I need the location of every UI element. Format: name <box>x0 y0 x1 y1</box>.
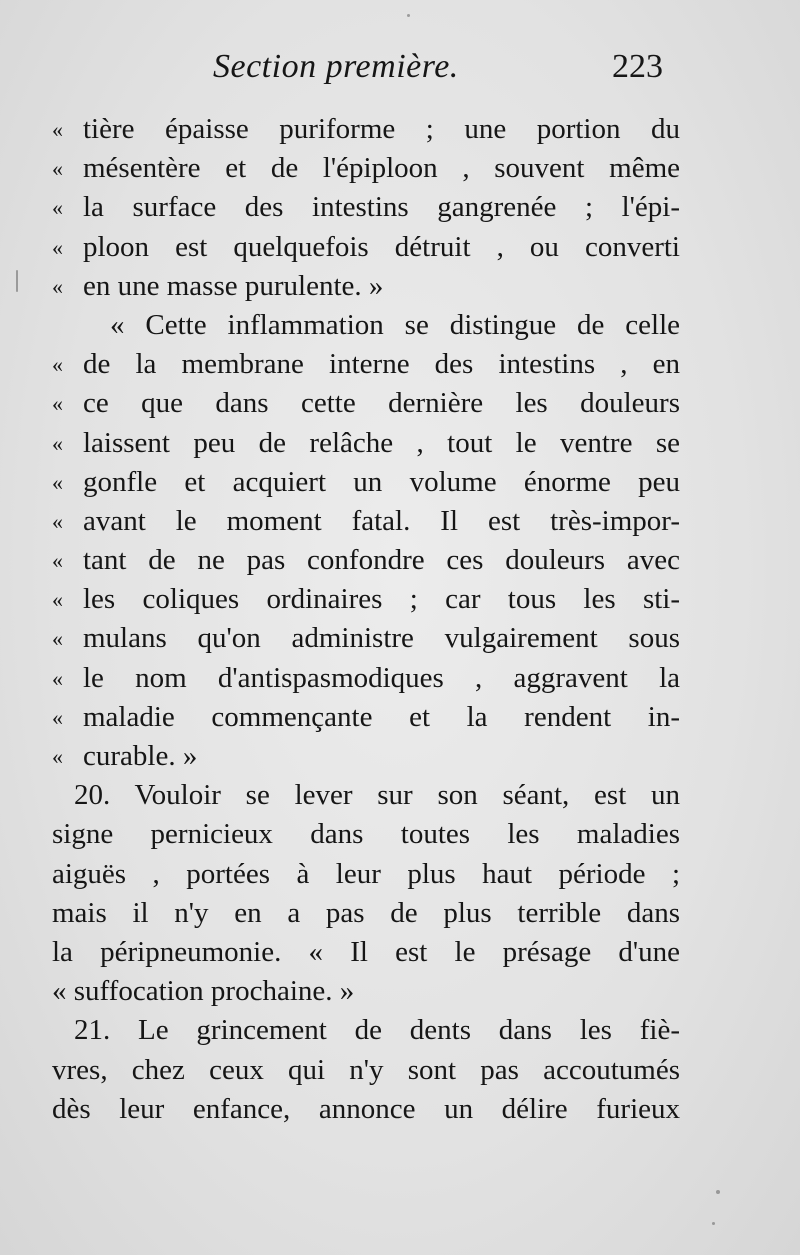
quote-mark: « <box>52 704 63 730</box>
line-text: dès leur enfance, annonce un délire furieux <box>52 1092 680 1125</box>
text-line <box>52 659 680 698</box>
text-line <box>52 972 680 1011</box>
quote-mark: « <box>52 234 63 260</box>
quote-mark: « <box>52 744 63 769</box>
line-text: la péripneumonie. « Il est le présage d'une <box>52 935 680 968</box>
text-line <box>52 384 680 423</box>
line-text: mais il n'y en a pas de plus terrible dans <box>52 896 680 929</box>
quote-mark: « <box>52 548 63 574</box>
text-line <box>52 894 680 933</box>
text-line <box>52 463 680 502</box>
quote-mark: « <box>52 195 63 221</box>
line-text: tière épaisse puriforme ; une portion du <box>83 113 680 145</box>
quote-mark: « <box>52 508 63 534</box>
text-line <box>52 502 680 541</box>
text-line <box>52 933 680 972</box>
text-line <box>52 345 680 384</box>
quote-mark: « <box>52 469 63 495</box>
line-text: tant de ne pas confondre ces douleurs avec <box>83 544 680 577</box>
text-line <box>52 267 680 306</box>
line-text: « Cette inflammation se distingue de celle <box>110 308 680 341</box>
line-text: les coliques ordinaires ; car tous les sti- <box>83 583 680 616</box>
text-line <box>52 737 680 776</box>
paper-speck <box>716 1190 720 1194</box>
quote-mark: « <box>52 430 63 456</box>
line-text: mulans qu'on administre vulgairement sous <box>83 622 680 655</box>
line-text: aiguës , portées à leur plus haut période ; <box>52 857 680 890</box>
line-text: de la membrane interne des intestins , en <box>83 348 680 381</box>
line-text: le nom d'antispasmodiques , aggravent la <box>83 661 680 694</box>
body-text <box>52 110 680 1129</box>
page-number: 223 <box>612 48 663 85</box>
line-text: en une masse purulente. » <box>83 269 384 302</box>
quote-mark: « <box>52 273 63 299</box>
quote-mark: « <box>52 626 63 652</box>
quote-mark: « <box>52 156 63 182</box>
line-text: 21. Le grincement de dents dans les fiè- <box>74 1014 680 1047</box>
paper-speck <box>712 1222 715 1225</box>
quote-mark: « <box>52 391 63 417</box>
line-text: mésentère et de l'épiploon , souvent même <box>83 152 680 185</box>
text-line <box>52 698 680 737</box>
text-line <box>52 424 680 463</box>
quote-mark: « <box>52 352 63 378</box>
line-text: ploon est quelquefois détruit , ou converti <box>83 230 680 263</box>
text-line <box>52 619 680 658</box>
text-line <box>52 1011 680 1050</box>
page-header <box>0 48 800 98</box>
text-line <box>52 1090 680 1129</box>
text-line <box>52 188 680 227</box>
text-line <box>52 228 680 267</box>
text-line <box>52 580 680 619</box>
paper-speck <box>16 270 18 292</box>
text-line <box>52 306 680 345</box>
quote-mark: « <box>52 665 63 691</box>
line-text: la surface des intestins gangrenée ; l'épi- <box>83 191 680 224</box>
quote-mark: « <box>52 117 63 142</box>
line-text: curable. » <box>83 740 198 772</box>
line-text: signe pernicieux dans toutes les maladies <box>52 818 680 851</box>
text-line <box>52 855 680 894</box>
line-text: 20. Vouloir se lever sur son séant, est un <box>74 779 680 812</box>
line-text: vres, chez ceux qui n'y sont pas accoutumés <box>52 1053 680 1086</box>
text-line <box>52 1051 680 1090</box>
line-text: ce que dans cette dernière les douleurs <box>83 387 680 420</box>
line-text: gonfle et acquiert un volume énorme peu <box>83 465 680 498</box>
text-line <box>52 815 680 854</box>
line-text: « suffocation prochaine. » <box>52 975 355 1008</box>
text-line <box>52 776 680 815</box>
line-text: maladie commençante et la rendent in- <box>83 700 680 733</box>
paper-speck <box>407 14 410 17</box>
line-text: avant le moment fatal. Il est très-impor- <box>83 504 680 537</box>
text-line <box>52 541 680 580</box>
text-line <box>52 149 680 188</box>
running-title: Section première. <box>213 48 459 85</box>
line-text: laissent peu de relâche , tout le ventre se <box>83 426 680 459</box>
text-line <box>52 110 680 149</box>
quote-mark: « <box>52 587 63 613</box>
